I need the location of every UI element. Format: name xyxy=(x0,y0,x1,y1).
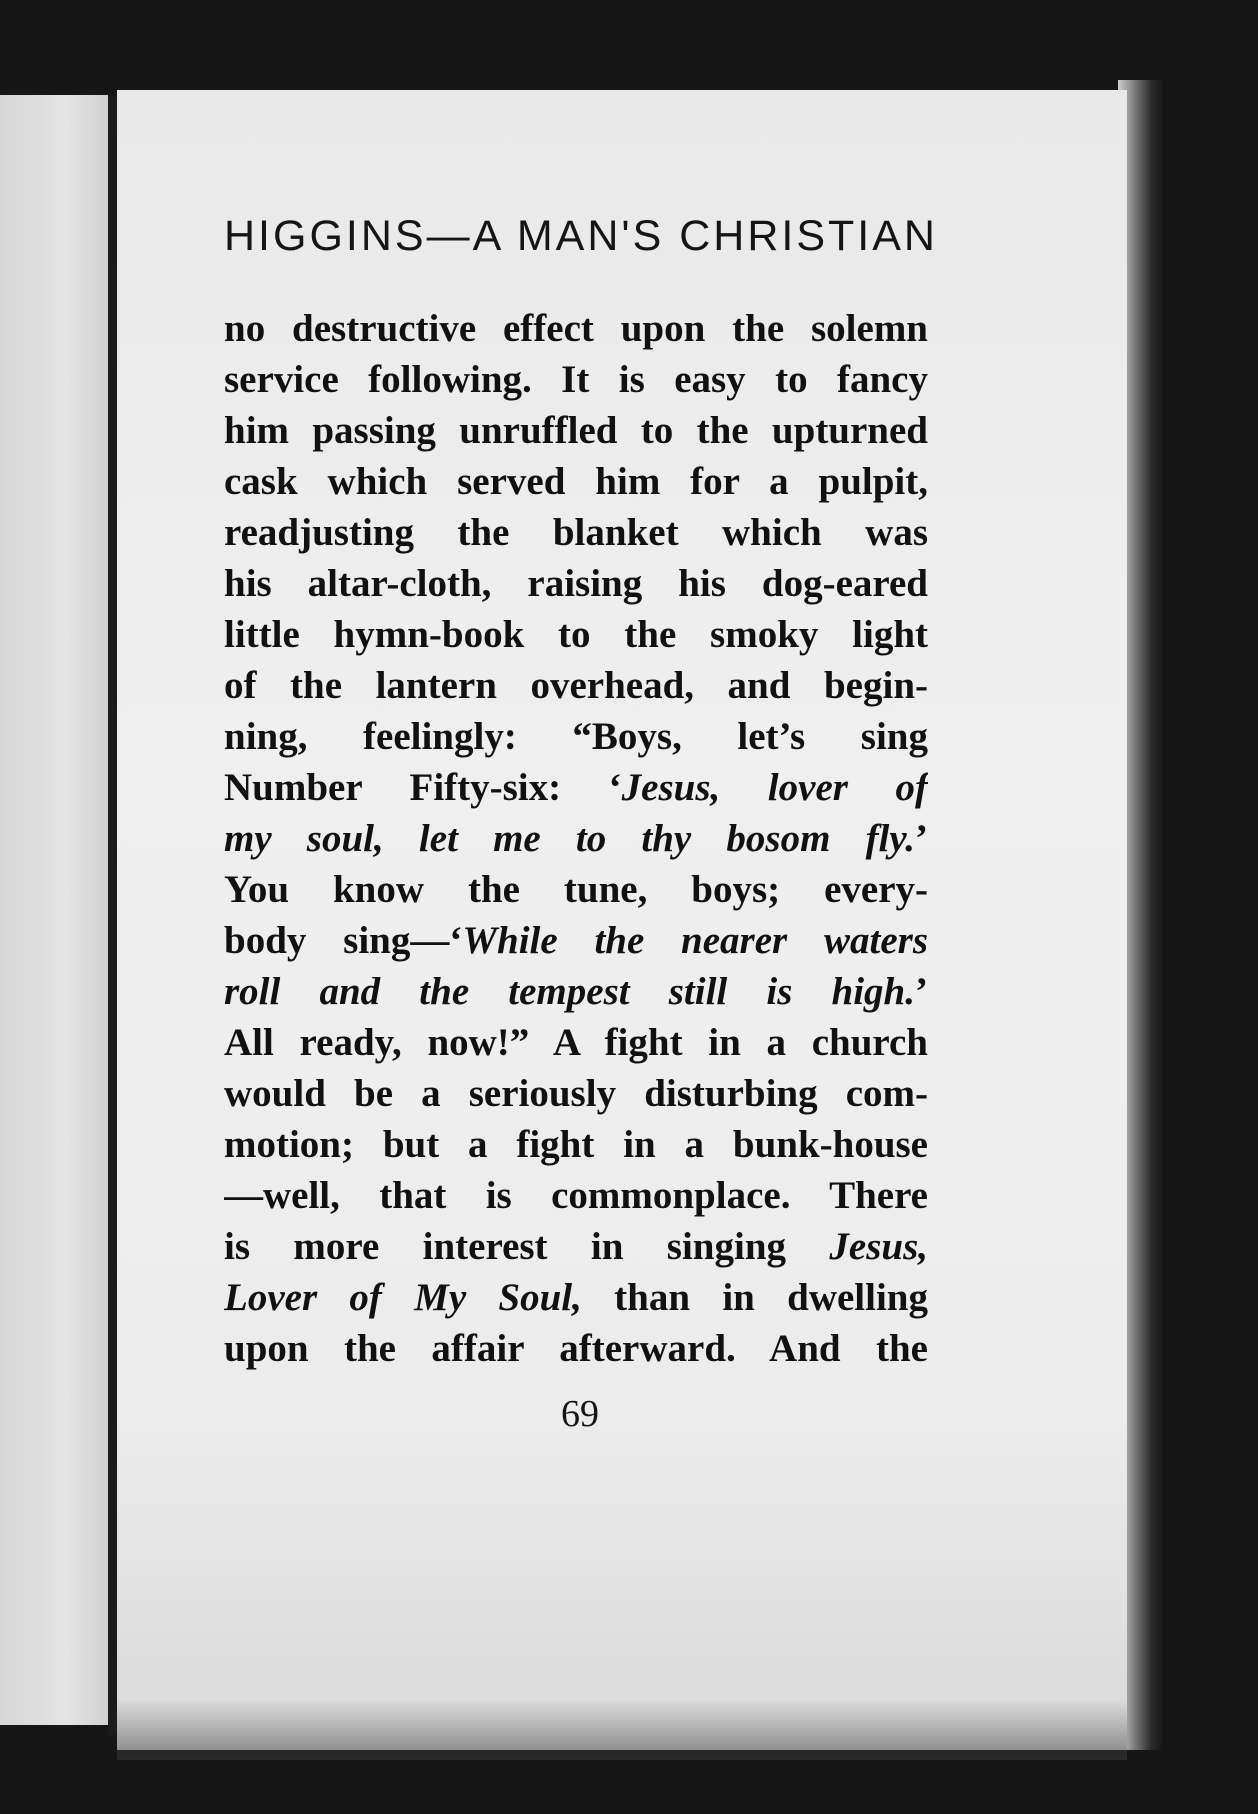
text-line xyxy=(224,1170,928,1221)
page-number: 69 xyxy=(561,1393,599,1435)
text-run: no destructive effect upon the solemn xyxy=(224,307,928,350)
text-line xyxy=(224,558,928,609)
text-run: ning, feelingly: “Boys, let’s sing xyxy=(224,715,928,758)
text-run: ’ xyxy=(915,817,928,860)
text-line xyxy=(224,711,928,762)
text-line xyxy=(224,813,928,864)
text-run: motion; but a fight in a bunk-house xyxy=(224,1123,928,1166)
text-run: service following. It is easy to fancy xyxy=(224,358,928,401)
italic-text-run: my soul, let me to thy bosom fly. xyxy=(224,817,915,860)
text-line xyxy=(224,762,928,813)
text-line xyxy=(224,1068,928,1119)
text-line xyxy=(224,303,928,354)
text-line xyxy=(224,1323,928,1374)
text-line xyxy=(224,1272,928,1323)
text-run: little hymn-book to the smoky light xyxy=(224,613,928,656)
body-text xyxy=(224,303,928,1374)
text-line xyxy=(224,1017,928,1068)
text-run: than in dwelling xyxy=(581,1276,928,1319)
text-line xyxy=(224,1119,928,1170)
text-line xyxy=(224,609,928,660)
italic-text-run: While the nearer waters xyxy=(462,919,928,962)
text-run: readjusting the blanket which was xyxy=(224,511,928,554)
text-run: You know the tune, boys; every- xyxy=(224,868,928,911)
text-run: —well, that is commonplace. There xyxy=(224,1174,928,1217)
text-run: would be a seriously disturbing com- xyxy=(224,1072,928,1115)
book-gutter xyxy=(108,95,117,1735)
text-line xyxy=(224,864,928,915)
text-run: of the lantern overhead, and begin- xyxy=(224,664,928,707)
text-run: ’ xyxy=(915,970,928,1013)
text-run: All ready, now!” A fight in a church xyxy=(224,1021,928,1064)
text-run: Number Fifty-six: ‘ xyxy=(224,766,622,809)
italic-text-run: roll and the tempest still is high. xyxy=(224,970,915,1013)
text-line xyxy=(224,915,928,966)
italic-text-run: Jesus, xyxy=(829,1225,928,1268)
italic-text-run: Jesus, lover of xyxy=(621,766,928,809)
text-line xyxy=(224,507,928,558)
text-line xyxy=(224,966,928,1017)
text-run: his altar-cloth, raising his dog-eared xyxy=(224,562,928,605)
text-run: cask which served him for a pulpit, xyxy=(224,460,928,503)
text-line xyxy=(224,354,928,405)
text-run: is more interest in singing xyxy=(224,1225,830,1268)
text-run: body sing—‘ xyxy=(224,919,463,962)
text-run: upon the affair afterward. And the xyxy=(224,1327,928,1370)
facing-page-edge xyxy=(0,95,112,1725)
text-line xyxy=(224,1221,928,1272)
text-line xyxy=(224,660,928,711)
text-line xyxy=(224,405,928,456)
text-line xyxy=(224,456,928,507)
italic-text-run: Lover of My Soul, xyxy=(224,1276,582,1319)
page-bottom-shadow xyxy=(117,1700,1127,1760)
running-head: HIGGINS—A MAN'S CHRISTIAN xyxy=(224,212,938,260)
text-run: him passing unruffled to the upturned xyxy=(224,409,928,452)
